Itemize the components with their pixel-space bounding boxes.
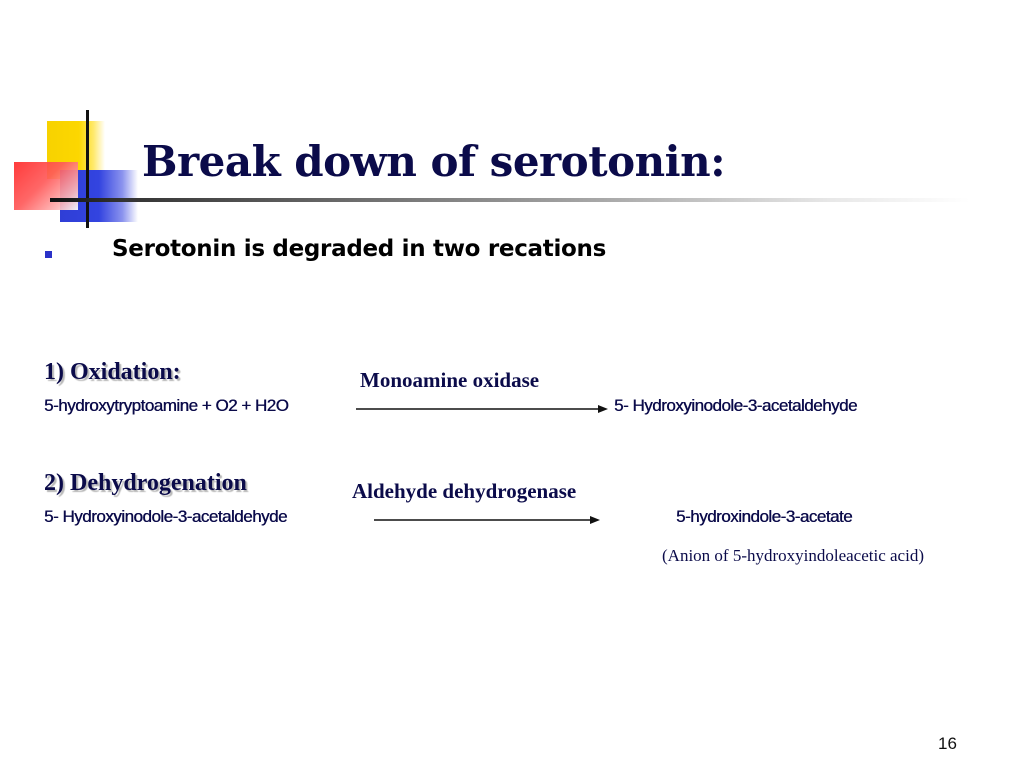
product-note: (Anion of 5-hydroxyindoleacetic acid)	[662, 546, 924, 565]
oxidation-product: 5- Hydroxyinodole-3-acetaldehyde	[614, 396, 857, 415]
dehydrogenation-heading: 2) Dehydrogenation	[44, 470, 247, 496]
dehydrogenation-enzyme-label: Aldehyde dehydrogenase	[352, 479, 577, 503]
oxidation-enzyme-label: Monoamine oxidase	[360, 368, 540, 392]
vertical-rule-decoration	[86, 110, 89, 228]
red-square-decoration	[14, 162, 78, 210]
bullet-square-icon	[45, 251, 52, 258]
dehydrogenation-arrow-icon	[374, 514, 600, 526]
oxidation-heading: 1) Oxidation:	[44, 359, 181, 385]
oxidation-arrow-icon	[356, 403, 608, 415]
slide-title: Break down of serotonin:	[142, 137, 726, 186]
title-underline-rule	[50, 198, 970, 202]
dehydrogenation-reactant: 5- Hydroxyinodole-3-acetaldehyde	[44, 507, 287, 526]
dehydrogenation-product: 5-hydroxindole-3-acetate	[676, 507, 853, 526]
bullet-text: Serotonin is degraded in two recations	[112, 236, 607, 262]
page-number: 16	[938, 734, 957, 753]
oxidation-reactants: 5-hydroxytryptoamine + O2 + H2O	[44, 396, 289, 415]
